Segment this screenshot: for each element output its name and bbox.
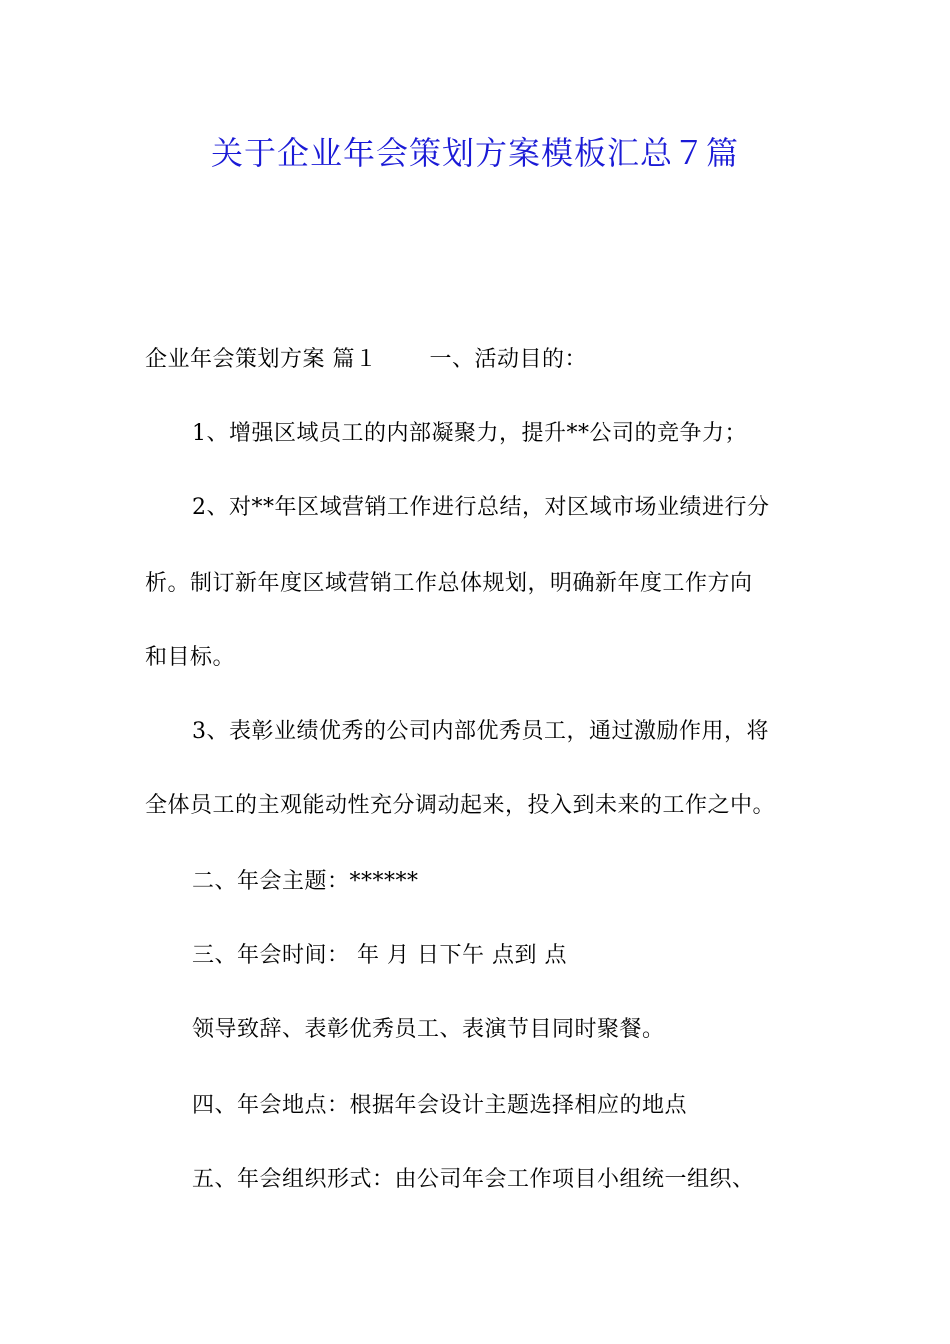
paragraph-line: 三、年会时间： 年 月 日下午 点到 点 — [192, 943, 567, 968]
paragraph-line: 3、表彰业绩优秀的公司内部优秀员工，通过激励作用，将 — [192, 719, 769, 744]
paragraph-line: 四、年会地点：根据年会设计主题选择相应的地点 — [192, 1093, 688, 1118]
section-heading: 企业年会策划方案 篇１ — [145, 347, 378, 372]
paragraph-line: 析。制订新年度区域营销工作总体规划，明确新年度工作方向 — [145, 571, 753, 596]
paragraph-line: 2、对**年区域营销工作进行总结，对区域市场业绩进行分 — [192, 495, 770, 520]
paragraph-line: 1、增强区域员工的内部凝聚力，提升**公司的竞争力； — [192, 421, 747, 446]
paragraph-line: 五、年会组织形式：由公司年会工作项目小组统一组织、 — [192, 1167, 755, 1192]
paragraph-line: 一、活动目的： — [429, 347, 588, 372]
document-title: 关于企业年会策划方案模板汇总７篇 — [210, 134, 739, 172]
section-heading-line — [145, 342, 810, 378]
paragraph-line: 领导致辞、表彰优秀员工、表演节目同时聚餐。 — [192, 1017, 665, 1042]
paragraph-line: 全体员工的主观能动性充分调动起来，投入到未来的工作之中。 — [145, 793, 776, 818]
paragraph-line: 二、年会主题：****** — [192, 869, 419, 894]
paragraph-line: 和目标。 — [145, 645, 236, 670]
